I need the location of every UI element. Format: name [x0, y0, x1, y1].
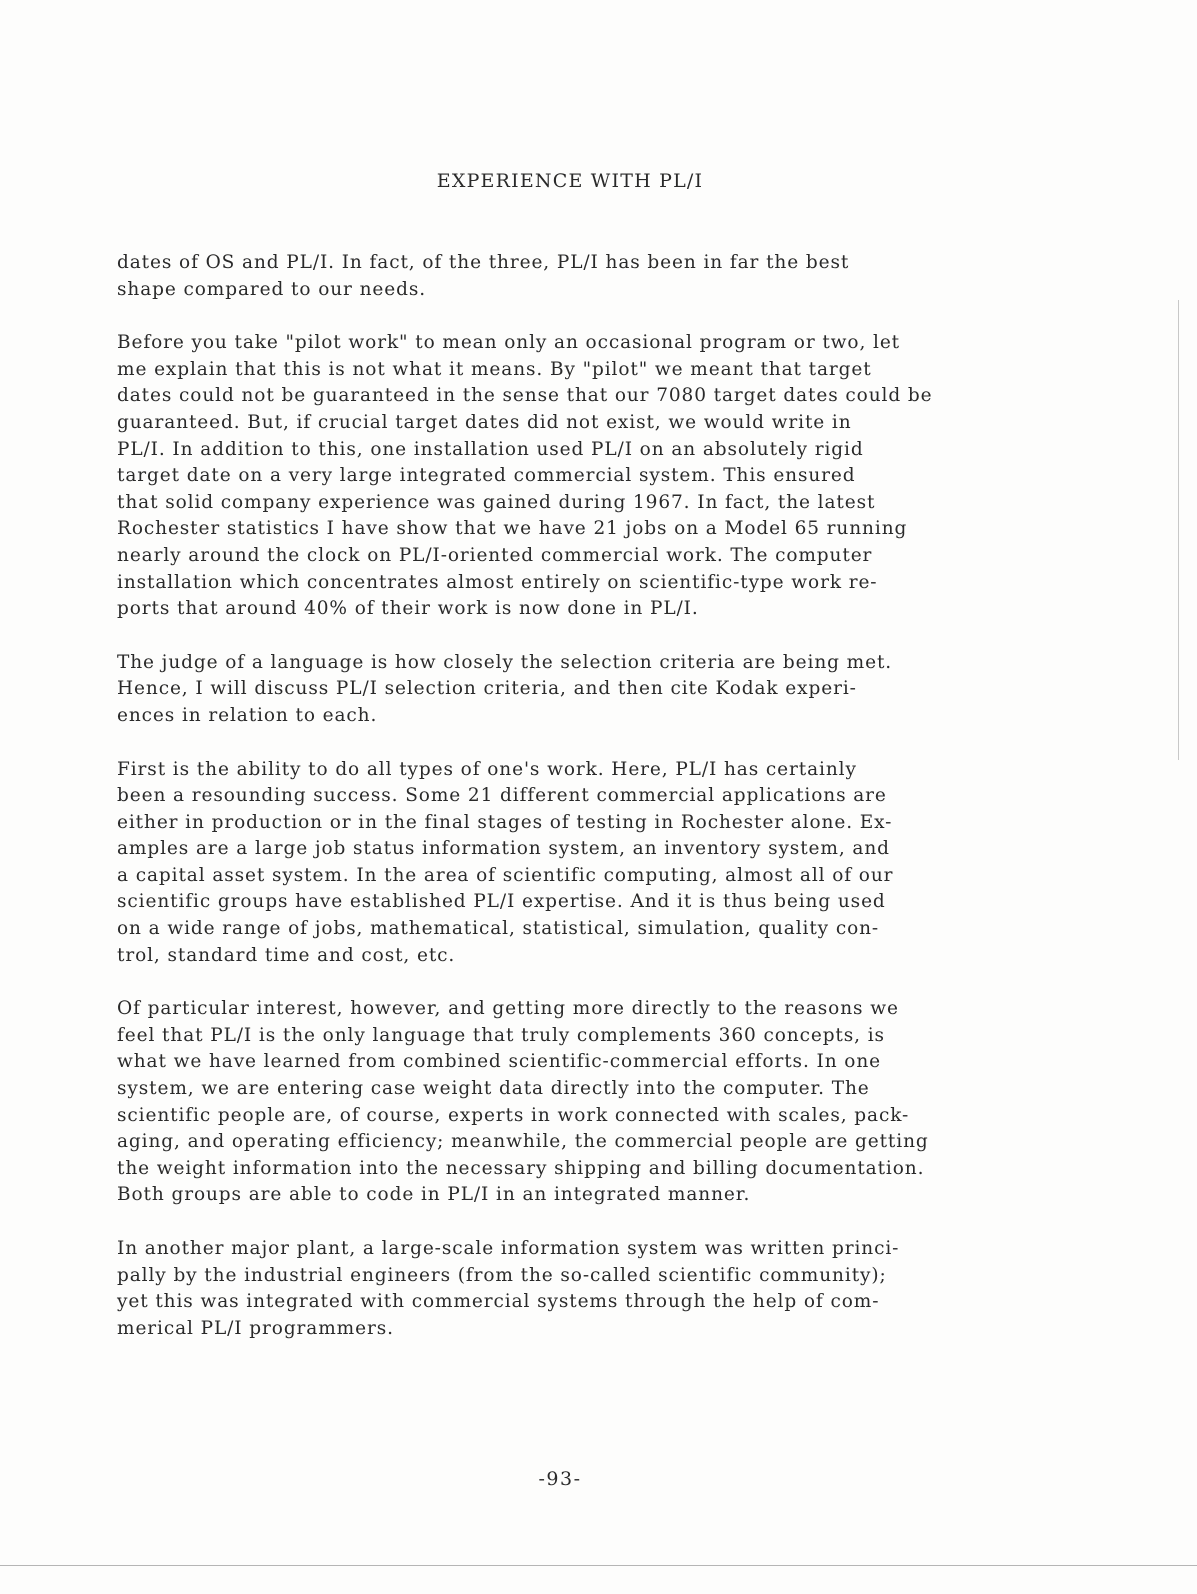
text-line: dates could not be guaranteed in the sense that our 7080 target dates could be: [117, 385, 933, 407]
scan-edge-bottom: [0, 1565, 1197, 1566]
text-line: The judge of a language is how closely the selection criteria are being met.: [117, 651, 893, 673]
text-line: ences in relation to each.: [117, 704, 378, 726]
text-line: ports that around 40% of their work is now done in PL/I.: [117, 598, 699, 620]
scan-edge-right: [1178, 300, 1179, 760]
text-line: Rochester statistics I have show that we have 21 jobs on a Model 65 running: [117, 518, 908, 540]
text-line: dates of OS and PL/I. In fact, of the three, PL/I has been in far the best: [117, 252, 850, 273]
text-line: installation which concentrates almost entirely on scientific-type work re-: [117, 571, 878, 593]
text-line: scientific people are, of course, experts in work connected with scales, pack-: [117, 1104, 910, 1126]
page-number: -93-: [538, 1468, 582, 1490]
text-line: nearly around the clock on PL/I-oriented commercial work. The computer: [117, 544, 873, 566]
paragraph: [117, 757, 1062, 970]
text-line: target date on a very large integrated commercial system. This ensured: [117, 465, 856, 487]
text-line: In another major plant, a large-scale information system was written princi-: [117, 1238, 900, 1259]
paragraph: [117, 330, 1062, 623]
paragraph: [117, 996, 1062, 1209]
text-line: either in production or in the final stages of testing in Rochester alone. Ex-: [117, 811, 893, 833]
text-line: amples are a large job status information system, an inventory system, and: [117, 838, 890, 860]
text-line: me explain that this is not what it means. By "pilot" we meant that target: [117, 358, 872, 380]
text-line: feel that PL/I is the only language that truly complements 360 concepts, is: [117, 1024, 885, 1046]
text-line: the weight information into the necessary shipping and billing documentation.: [117, 1157, 925, 1179]
text-line: yet this was integrated with commercial systems through the help of com-: [117, 1291, 880, 1313]
text-line: a capital asset system. In the area of scientific computing, almost all of our: [117, 864, 894, 886]
paragraph: [117, 650, 1062, 730]
text-line: been a resounding success. Some 21 different commercial applications are: [117, 785, 887, 807]
text-line: what we have learned from combined scientific-commercial efforts. In one: [117, 1051, 882, 1073]
paragraph: [117, 1236, 1062, 1342]
text-line: Hence, I will discuss PL/I selection criteria, and then cite Kodak experi-: [117, 678, 857, 700]
running-title: EXPERIENCE WITH PL/I: [436, 170, 704, 192]
text-line: guaranteed. But, if crucial target dates did not exist, we would write in: [117, 411, 852, 433]
text-line: trol, standard time and cost, etc.: [117, 944, 456, 966]
text-line: Before you take "pilot work" to mean only an occasional program or two, let: [117, 332, 901, 354]
text-line: on a wide range of jobs, mathematical, statistical, simulation, quality con-: [117, 918, 880, 940]
text-line: aging, and operating efficiency; meanwhile, the commercial people are getting: [117, 1131, 929, 1153]
body-text: [117, 250, 1062, 1369]
text-line: system, we are entering case weight data directly into the computer. The: [117, 1078, 870, 1100]
text-line: that solid company experience was gained during 1967. In fact, the latest: [117, 491, 876, 513]
text-line: Of particular interest, however, and getting more directly to the reasons we: [117, 998, 899, 1020]
text-line: Both groups are able to code in PL/I in an integrated manner.: [117, 1184, 751, 1206]
paragraph: [117, 250, 1062, 303]
text-line: pally by the industrial engineers (from the so-called scientific community);: [117, 1264, 887, 1286]
text-line: merical PL/I programmers.: [117, 1317, 394, 1339]
text-line: shape compared to our needs.: [117, 278, 426, 300]
text-line: scientific groups have established PL/I expertise. And it is thus being used: [117, 891, 886, 913]
text-line: PL/I. In addition to this, one installation used PL/I on an absolutely rigid: [117, 438, 864, 460]
text-line: First is the ability to do all types of one's work. Here, PL/I has certainly: [117, 758, 857, 780]
